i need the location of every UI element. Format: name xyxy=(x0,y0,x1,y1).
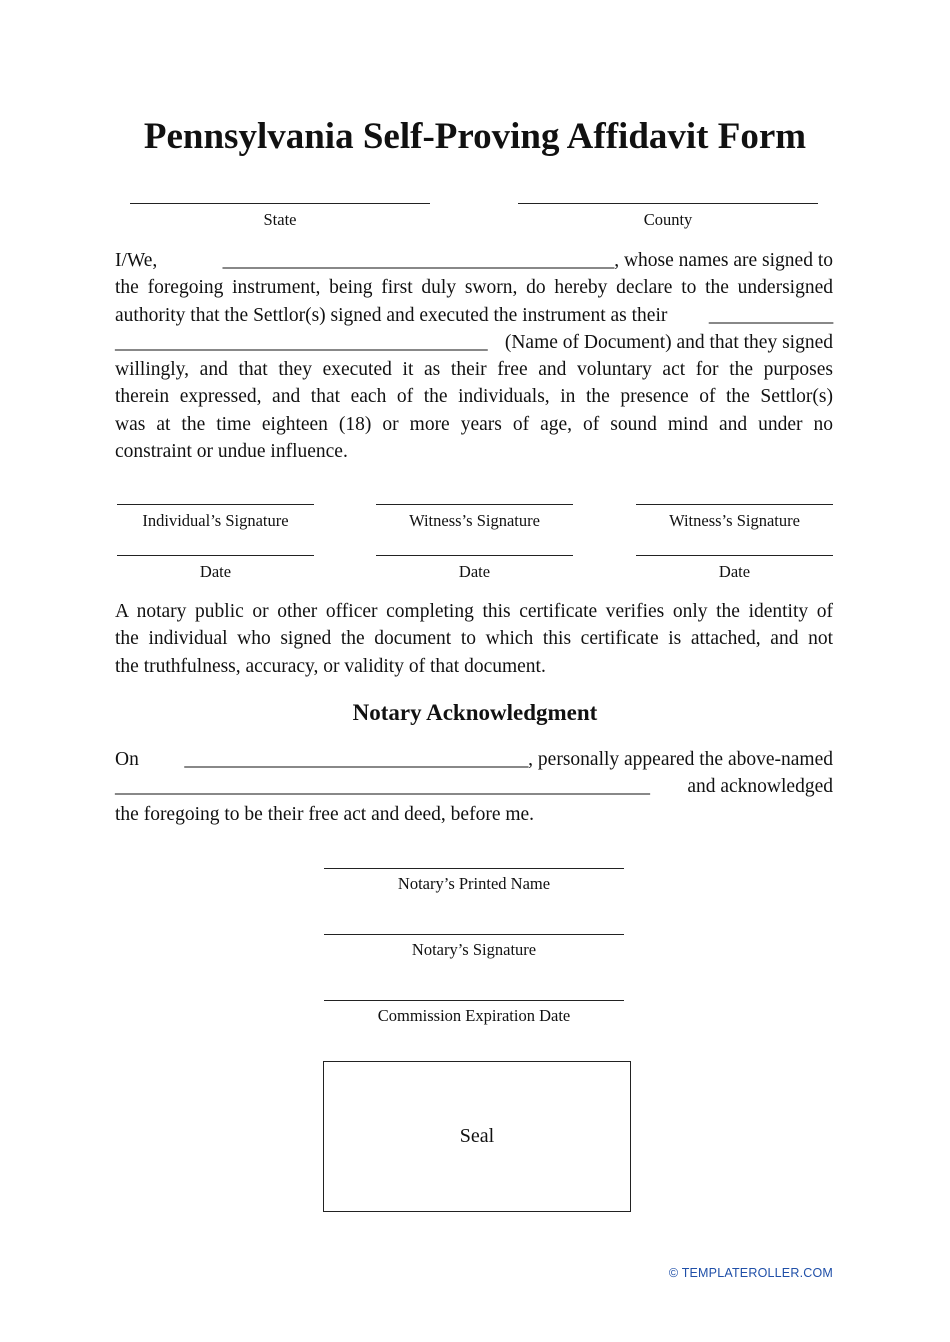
declaration-line-7: was at the time eighteen (18) or more years of age, of sound mind and under no xyxy=(115,413,833,435)
witness2-signature-line[interactable] xyxy=(636,504,833,505)
witness1-signature-line[interactable] xyxy=(376,504,573,505)
witness2-signature-label: Witness’s Signature xyxy=(669,511,800,530)
county-label: County xyxy=(643,210,693,229)
individual-signature-label: Individual’s Signature xyxy=(142,511,289,530)
individual-date-line[interactable] xyxy=(117,555,314,556)
acknowledgment-line-1-end: , personally appeared the above-named xyxy=(528,749,833,770)
acknowledgment-line-2-end: and acknowledged xyxy=(687,776,833,798)
declaration-line-1-end: , whose names are signed to xyxy=(614,250,833,271)
notary-notice-line-1: A notary public or other officer completing this certificate verifies only the identity of xyxy=(115,601,833,622)
declaration-line-1-start: I/We, xyxy=(115,250,158,271)
footer-site-link[interactable]: TEMPLATEROLLER.COM xyxy=(681,1266,833,1280)
seal-label: Seal xyxy=(459,1125,495,1147)
individual-signature-line[interactable] xyxy=(117,504,314,505)
acknowledgment-line-3: the foregoing to be their free act and deed, before me. xyxy=(115,803,535,825)
declaration-line-2: the foregoing instrument, being first duly sworn, do hereby declare to the undersigned xyxy=(115,277,833,299)
witness1-signature-label: Witness’s Signature xyxy=(409,511,540,530)
notary-notice-line-2: the individual who signed the document to which this certificate is attached, and not xyxy=(115,628,833,650)
notary-printed-name-line[interactable] xyxy=(324,868,624,869)
declaration-line-4 xyxy=(115,329,833,356)
declaration-line-8: constraint or undue influence. xyxy=(115,441,348,463)
commission-expiration-label: Commission Expiration Date xyxy=(377,1006,571,1025)
state-line[interactable] xyxy=(130,203,430,204)
acknowledgment-line-1-start: On xyxy=(115,749,139,770)
seal-box xyxy=(323,1061,631,1212)
declaration-line-4-end: (Name of Document) and that they signed xyxy=(504,331,833,353)
acknowledgment-heading: Notary Acknowledgment xyxy=(352,700,598,725)
footer-credit[interactable] xyxy=(669,1266,833,1280)
document-name-blank[interactable]: _______________________________________ xyxy=(115,331,488,353)
witness1-date-label: Date xyxy=(458,562,491,581)
declaration-line-5: willingly, and that they executed it as their free and voluntary act for the purposes xyxy=(115,359,833,381)
witness2-date-label: Date xyxy=(718,562,751,581)
declaration-line-3 xyxy=(115,302,833,329)
notary-signature-label: Notary’s Signature xyxy=(411,940,537,959)
declaration-paragraph xyxy=(115,247,833,465)
acknowledgment-line-2 xyxy=(115,773,833,800)
appeared-name-blank[interactable]: ________________________________________________________ xyxy=(115,776,650,798)
county-line[interactable] xyxy=(518,203,818,204)
witness1-date-line[interactable] xyxy=(376,555,573,556)
declaration-line-6: therein expressed, and that each of the individuals, in the presence of the Settlor(s) xyxy=(115,386,833,408)
instrument-type-blank[interactable]: _____________ xyxy=(708,304,833,326)
commission-expiration-line[interactable] xyxy=(324,1000,624,1001)
declaration-line-3-start: authority that the Settlor(s) signed and executed the instrument as their xyxy=(115,304,668,326)
acknowledgment-line-1 xyxy=(115,746,833,773)
state-label: State xyxy=(263,210,297,229)
copyright-symbol: © xyxy=(668,1266,679,1280)
witness2-date-line[interactable] xyxy=(636,555,833,556)
notary-signature-line[interactable] xyxy=(324,934,624,935)
notary-printed-name-label: Notary’s Printed Name xyxy=(397,874,551,893)
acknowledgment-paragraph xyxy=(115,746,833,828)
notary-notice-paragraph xyxy=(115,598,833,680)
notary-notice-line-3: the truthfulness, accuracy, or validity of that document. xyxy=(115,655,546,677)
acknowledgment-date-blank[interactable]: ____________________________________ xyxy=(184,749,529,770)
names-blank[interactable]: _________________________________________ xyxy=(222,250,615,271)
document-title: Pennsylvania Self-Proving Affidavit Form xyxy=(143,116,807,157)
declaration-line-1 xyxy=(115,247,833,274)
individual-date-label: Date xyxy=(199,562,232,581)
